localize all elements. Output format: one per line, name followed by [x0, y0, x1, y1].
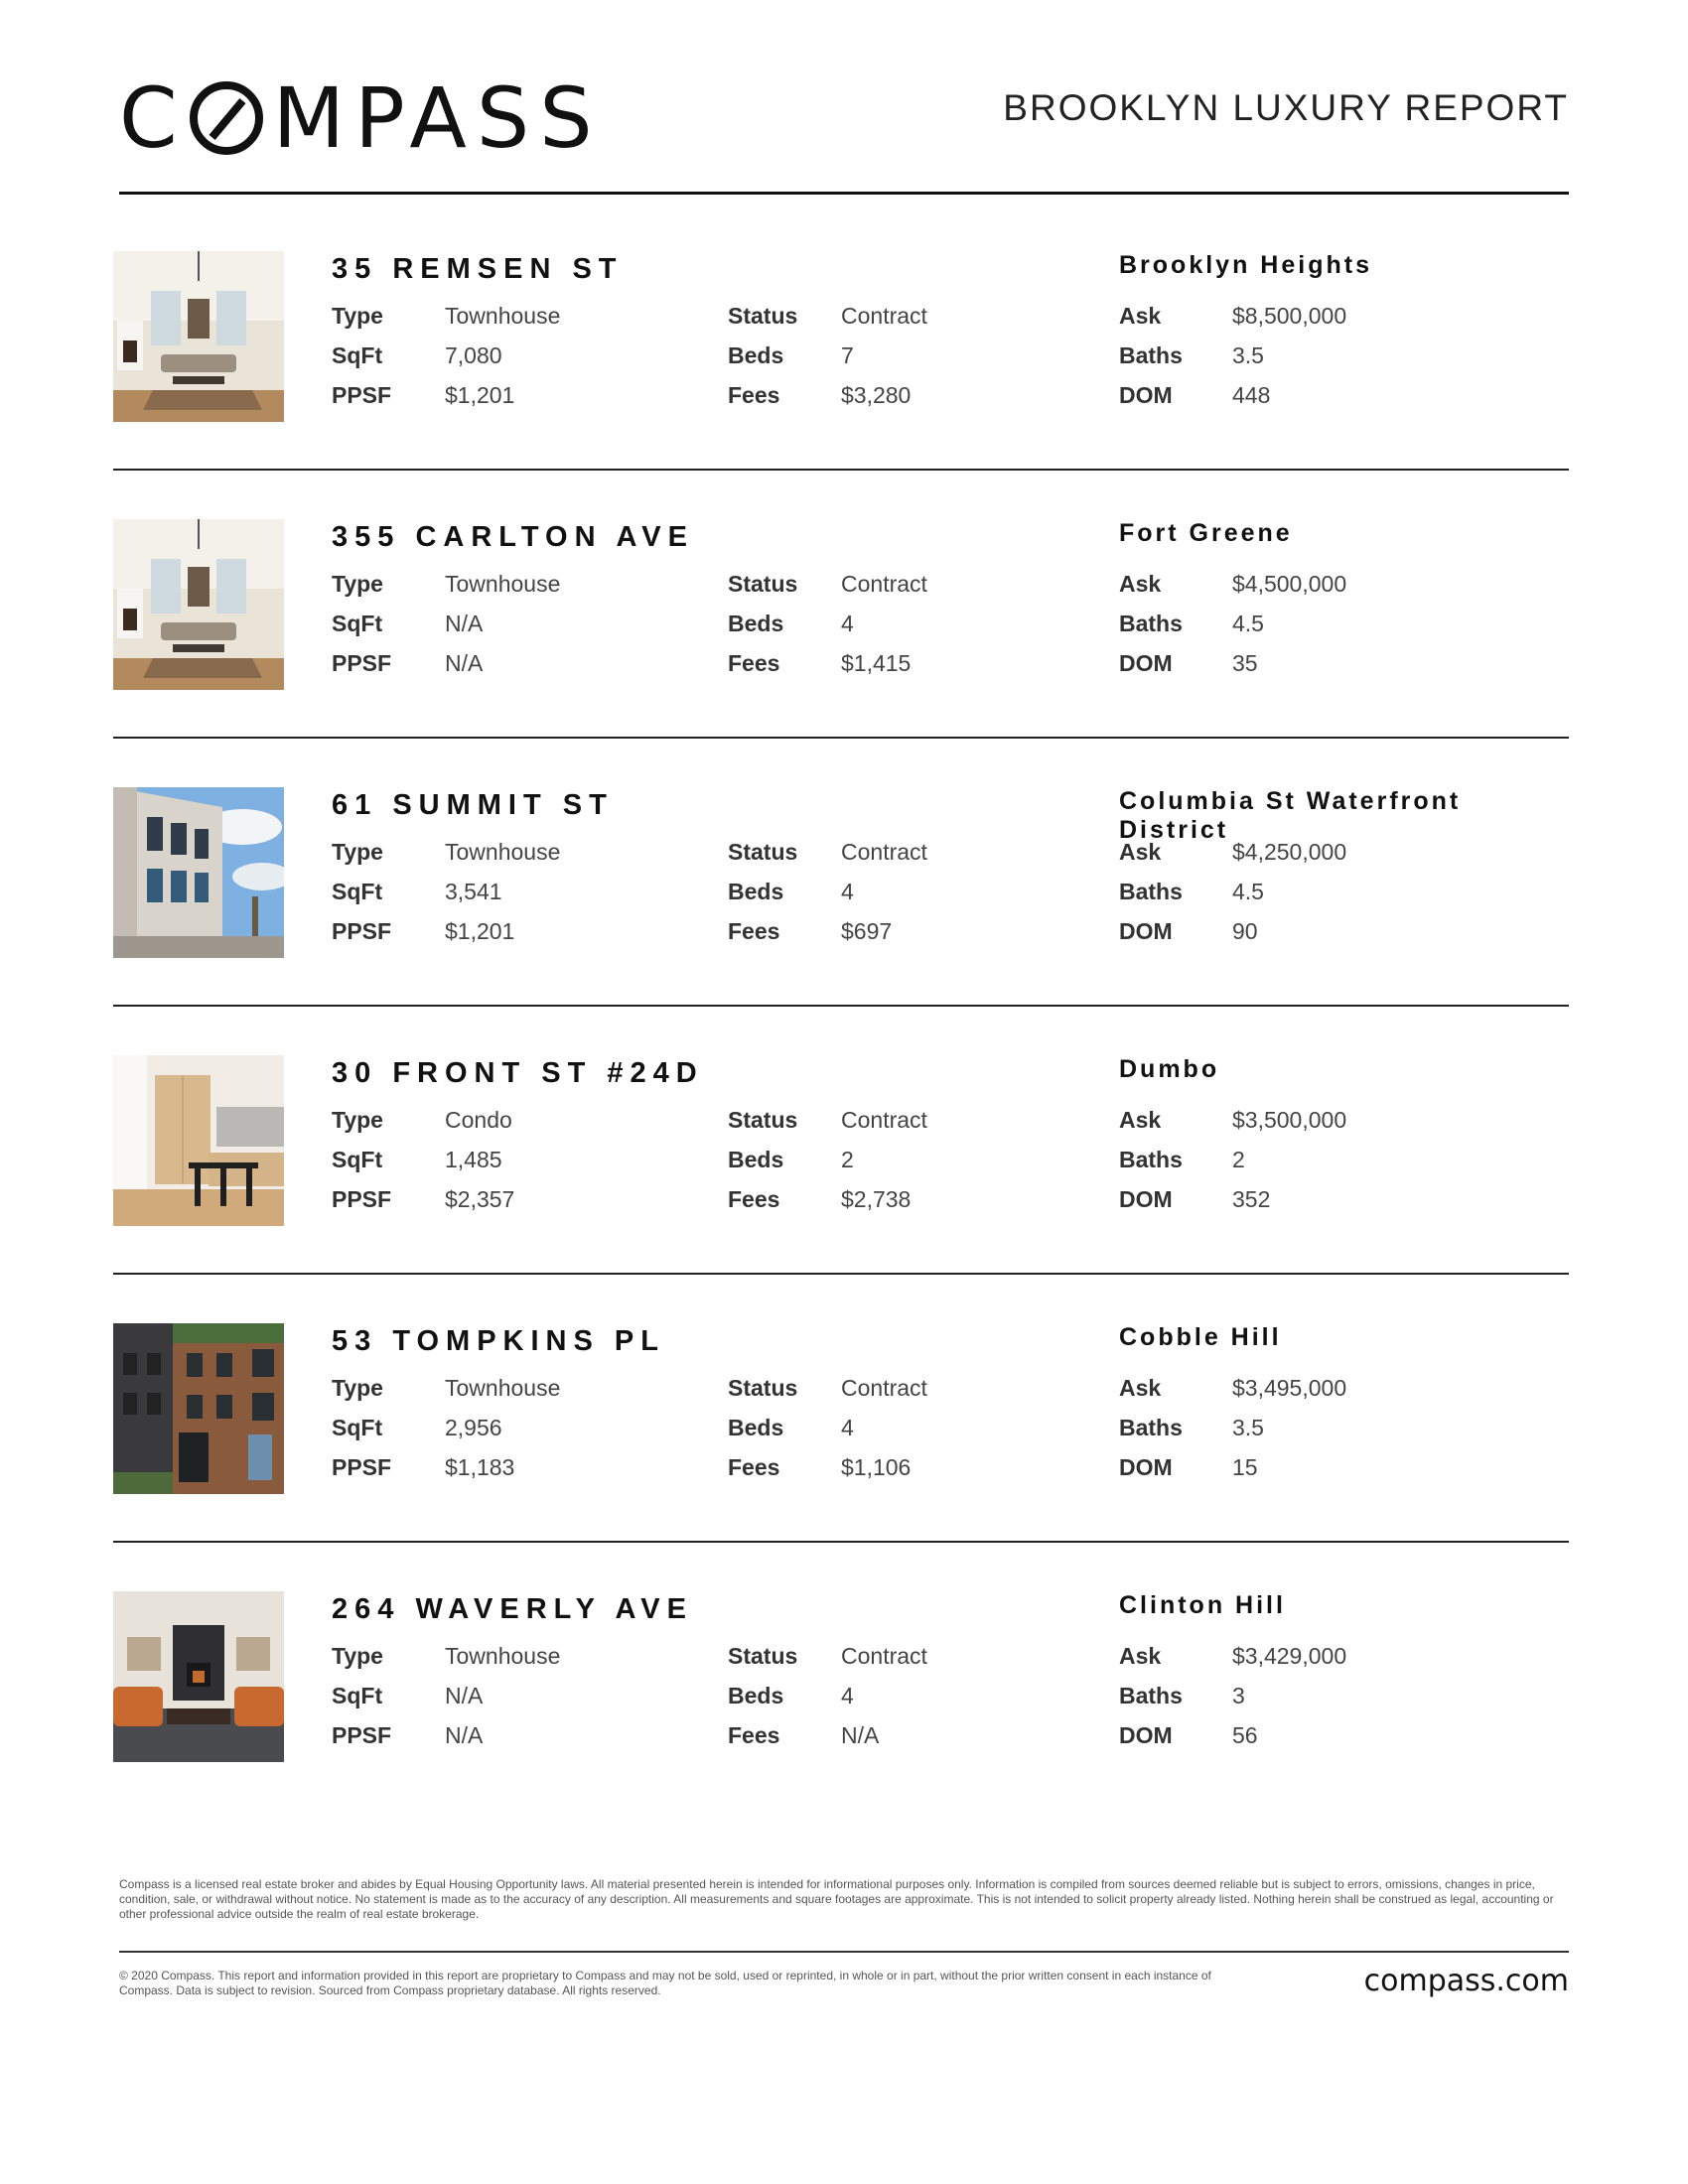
footer-divider — [119, 1951, 1569, 1953]
listing-divider — [113, 1005, 1569, 1007]
field-label-beds: Beds — [728, 879, 784, 904]
field-value-status: Contract — [841, 571, 927, 597]
listing-row[interactable] — [113, 1055, 1573, 1226]
field-value-beds: 2 — [841, 1147, 854, 1172]
field-value-beds: 4 — [841, 1683, 854, 1708]
field-value-sqft: 2,956 — [445, 1415, 502, 1440]
field-label-type: Type — [332, 303, 383, 329]
field-label-baths: Baths — [1119, 1415, 1183, 1440]
copyright-notice: © 2020 Compass. This report and information provided in this report are proprietary to Compass and may not be sold, used or reprinted, in whole or in part, without the prior written consent in each instance of Compass. Data is subject to revision. Sourced from Compass proprietary database. All rights reserved. — [119, 1969, 1211, 1997]
field-label-sqft: SqFt — [332, 879, 383, 904]
field-label-type: Type — [332, 1375, 383, 1401]
listing-address: 355 CARLTON AVE — [332, 521, 694, 553]
field-value-fees: $2,738 — [841, 1186, 912, 1212]
field-value-fees: N/A — [841, 1722, 880, 1748]
field-label-dom: DOM — [1119, 1454, 1173, 1480]
listing-photo[interactable] — [113, 519, 284, 690]
field-label-status: Status — [728, 1107, 798, 1133]
field-label-beds: Beds — [728, 1147, 784, 1172]
listing-divider — [113, 1541, 1569, 1543]
listing-divider — [113, 1273, 1569, 1275]
field-label-fees: Fees — [728, 1722, 780, 1748]
field-value-status: Contract — [841, 303, 927, 329]
listing-row[interactable] — [113, 787, 1573, 958]
field-value-baths: 4.5 — [1232, 611, 1264, 636]
field-label-baths: Baths — [1119, 1147, 1183, 1172]
field-value-ppsf: $1,201 — [445, 918, 515, 944]
listing-address: 35 REMSEN ST — [332, 253, 624, 285]
header-divider — [119, 192, 1569, 195]
field-label-beds: Beds — [728, 1415, 784, 1440]
field-value-baths: 3.5 — [1232, 1415, 1264, 1440]
field-label-status: Status — [728, 1643, 798, 1669]
listing-row[interactable] — [113, 519, 1573, 690]
listing-address: 53 TOMPKINS PL — [332, 1325, 665, 1357]
field-value-sqft: 1,485 — [445, 1147, 502, 1172]
listing-neighborhood: Fort Greene — [1119, 519, 1293, 547]
field-label-baths: Baths — [1119, 611, 1183, 636]
field-value-beds: 7 — [841, 342, 854, 368]
listing-photo[interactable] — [113, 787, 284, 958]
field-label-status: Status — [728, 1375, 798, 1401]
field-label-ask: Ask — [1119, 571, 1162, 597]
field-value-beds: 4 — [841, 611, 854, 636]
compass-logo-o-mark — [190, 81, 263, 155]
field-label-ppsf: PPSF — [332, 1454, 392, 1480]
field-value-status: Contract — [841, 839, 927, 865]
field-label-beds: Beds — [728, 342, 784, 368]
field-value-dom: 448 — [1232, 382, 1271, 408]
field-label-ppsf: PPSF — [332, 1186, 392, 1212]
field-label-status: Status — [728, 839, 798, 865]
field-value-ppsf: N/A — [445, 1722, 484, 1748]
field-value-beds: 4 — [841, 1415, 854, 1440]
field-label-fees: Fees — [728, 918, 780, 944]
field-label-ask: Ask — [1119, 1107, 1162, 1133]
field-label-status: Status — [728, 303, 798, 329]
field-label-fees: Fees — [728, 1454, 780, 1480]
legal-disclaimer: Compass is a licensed real estate broker and abides by Equal Housing Opportunity laws. All material presented herein is intended for informational purposes only. Information is compiled from sources deemed reliable but is subject to errors, omissions, changes in price, condition, sale, or withdrawal without notice. No statement is made as to the accuracy of any description. All measurements and square footages are approximate. This is not intended to solicit property already listed. Nothing herein shall be construed as legal, accounting or other professional advice outside the realm of real estate brokerage. — [119, 1877, 1554, 1921]
field-value-ask: $3,500,000 — [1232, 1107, 1347, 1133]
field-value-baths: 2 — [1232, 1147, 1245, 1172]
listing-address: 264 WAVERLY AVE — [332, 1593, 693, 1625]
website-link[interactable]: compass.com — [1363, 1964, 1569, 1998]
field-value-ask: $4,250,000 — [1232, 839, 1347, 865]
field-label-ask: Ask — [1119, 1643, 1162, 1669]
field-value-fees: $1,415 — [841, 650, 912, 676]
listing-divider — [113, 469, 1569, 471]
field-label-type: Type — [332, 839, 383, 865]
field-value-dom: 15 — [1232, 1454, 1258, 1480]
listing-row[interactable] — [113, 251, 1573, 422]
field-label-beds: Beds — [728, 1683, 784, 1708]
listing-neighborhood: Brooklyn Heights — [1119, 251, 1372, 279]
listing-address: 30 FRONT ST #24D — [332, 1057, 704, 1089]
field-label-sqft: SqFt — [332, 342, 383, 368]
listing-neighborhood: Columbia St Waterfront District — [1119, 787, 1462, 844]
field-value-sqft: 7,080 — [445, 342, 502, 368]
field-label-beds: Beds — [728, 611, 784, 636]
field-label-fees: Fees — [728, 650, 780, 676]
field-value-ask: $4,500,000 — [1232, 571, 1347, 597]
field-value-ppsf: $1,183 — [445, 1454, 515, 1480]
field-value-ask: $8,500,000 — [1232, 303, 1347, 329]
field-value-type: Condo — [445, 1107, 512, 1133]
listing-photo[interactable] — [113, 251, 284, 422]
field-value-sqft: N/A — [445, 1683, 484, 1708]
field-value-type: Townhouse — [445, 1375, 561, 1401]
field-value-ppsf: N/A — [445, 650, 484, 676]
field-value-sqft: N/A — [445, 611, 484, 636]
field-label-dom: DOM — [1119, 1186, 1173, 1212]
field-label-sqft: SqFt — [332, 1683, 383, 1708]
field-value-baths: 3 — [1232, 1683, 1245, 1708]
field-label-status: Status — [728, 571, 798, 597]
listing-divider — [113, 737, 1569, 739]
field-value-ask: $3,429,000 — [1232, 1643, 1347, 1669]
listing-row[interactable] — [113, 1591, 1573, 1762]
field-label-baths: Baths — [1119, 1683, 1183, 1708]
listing-neighborhood: Clinton Hill — [1119, 1591, 1286, 1619]
field-label-dom: DOM — [1119, 918, 1173, 944]
field-value-ask: $3,495,000 — [1232, 1375, 1347, 1401]
field-value-fees: $1,106 — [841, 1454, 912, 1480]
field-label-baths: Baths — [1119, 342, 1183, 368]
listing-photo[interactable] — [113, 1055, 284, 1226]
field-label-ask: Ask — [1119, 839, 1162, 865]
field-value-dom: 90 — [1232, 918, 1258, 944]
field-label-fees: Fees — [728, 382, 780, 408]
report-header — [119, 69, 1569, 167]
field-label-sqft: SqFt — [332, 1415, 383, 1440]
listing-row[interactable] — [113, 1323, 1573, 1494]
field-label-baths: Baths — [1119, 879, 1183, 904]
field-value-status: Contract — [841, 1643, 927, 1669]
compass-logo: C MPASS — [119, 69, 603, 167]
field-value-beds: 4 — [841, 879, 854, 904]
field-value-status: Contract — [841, 1107, 927, 1133]
field-value-dom: 35 — [1232, 650, 1258, 676]
field-value-type: Townhouse — [445, 839, 561, 865]
field-label-type: Type — [332, 1107, 383, 1133]
field-value-sqft: 3,541 — [445, 879, 502, 904]
field-value-type: Townhouse — [445, 1643, 561, 1669]
field-value-ppsf: $1,201 — [445, 382, 515, 408]
field-label-ppsf: PPSF — [332, 650, 392, 676]
field-value-dom: 352 — [1232, 1186, 1271, 1212]
field-label-dom: DOM — [1119, 650, 1173, 676]
field-value-baths: 3.5 — [1232, 342, 1264, 368]
listing-photo[interactable] — [113, 1591, 284, 1762]
field-label-type: Type — [332, 1643, 383, 1669]
field-label-sqft: SqFt — [332, 1147, 383, 1172]
field-value-dom: 56 — [1232, 1722, 1258, 1748]
field-label-ask: Ask — [1119, 1375, 1162, 1401]
field-value-ppsf: $2,357 — [445, 1186, 515, 1212]
field-value-type: Townhouse — [445, 303, 561, 329]
field-value-baths: 4.5 — [1232, 879, 1264, 904]
listing-address: 61 SUMMIT ST — [332, 789, 614, 821]
field-label-ppsf: PPSF — [332, 918, 392, 944]
field-label-ppsf: PPSF — [332, 1722, 392, 1748]
field-label-type: Type — [332, 571, 383, 597]
field-label-ppsf: PPSF — [332, 382, 392, 408]
field-value-fees: $697 — [841, 918, 893, 944]
report-title: BROOKLYN LUXURY REPORT — [1003, 87, 1569, 128]
field-label-dom: DOM — [1119, 1722, 1173, 1748]
field-value-status: Contract — [841, 1375, 927, 1401]
listing-neighborhood: Dumbo — [1119, 1055, 1220, 1083]
field-label-ask: Ask — [1119, 303, 1162, 329]
field-label-fees: Fees — [728, 1186, 780, 1212]
field-value-fees: $3,280 — [841, 382, 912, 408]
field-value-type: Townhouse — [445, 571, 561, 597]
listing-photo[interactable] — [113, 1323, 284, 1494]
field-label-dom: DOM — [1119, 382, 1173, 408]
listing-neighborhood: Cobble Hill — [1119, 1323, 1282, 1351]
field-label-sqft: SqFt — [332, 611, 383, 636]
